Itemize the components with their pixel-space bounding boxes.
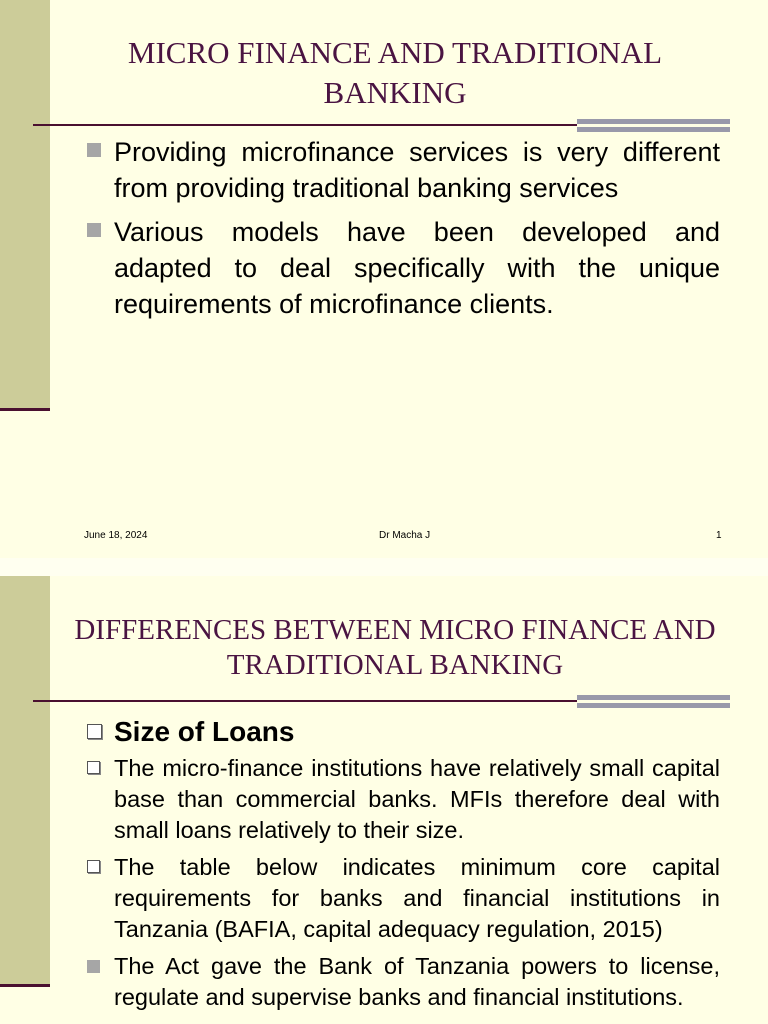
slide-2	[0, 576, 768, 1024]
bullet-list	[82, 134, 720, 330]
title-divider-accent	[577, 695, 730, 708]
footer-author: Dr Macha J	[379, 530, 431, 541]
slide-gap	[0, 558, 768, 576]
bullet-item	[82, 134, 720, 206]
hollow-square-bullet-icon	[87, 761, 100, 774]
heading-text: Size of Loans	[114, 716, 295, 747]
bullet-text: Various models have been developed and adapted to deal specifically with the unique requirements of microfinance clients.	[114, 217, 720, 319]
hollow-square-bullet-icon	[87, 724, 102, 739]
square-bullet-icon	[87, 960, 100, 973]
square-bullet-icon	[87, 223, 101, 237]
bullet-text: The Act gave the Bank of Tanzania powers to license, regulate and supervise banks and financial institutions.	[114, 953, 720, 1010]
bullet-item	[82, 852, 720, 945]
left-accent-bar	[0, 576, 50, 986]
footer-page-number: 1	[716, 530, 722, 541]
bullet-text: The table below indicates minimum core capital requirements for banks and financial institutions in Tanzania (BAFIA, capital adequacy regulation, 2015)	[114, 854, 720, 942]
slide-title: MICRO FINANCE AND TRADITIONAL BANKING	[127, 35, 663, 110]
bullet-item	[82, 214, 720, 322]
section-heading	[82, 714, 720, 750]
left-accent-underline	[0, 408, 50, 411]
bullet-list	[82, 714, 720, 1019]
square-bullet-icon	[87, 143, 101, 157]
hollow-square-bullet-icon	[87, 860, 100, 873]
bullet-text: The micro-finance institutions have relatively small capital base than commercial banks. MFIs therefore deal with small loans relatively to their size.	[114, 755, 720, 843]
title-divider	[33, 700, 578, 702]
left-accent-underline	[0, 984, 50, 987]
title-divider	[33, 124, 578, 126]
bullet-item	[82, 753, 720, 846]
left-accent-bar	[0, 0, 50, 410]
footer-date: June 18, 2024	[84, 530, 148, 541]
slide-title: DIFFERENCES BETWEEN MICRO FINANCE AND TRADITIONAL BANKING	[74, 614, 716, 681]
title-divider-accent	[577, 119, 730, 132]
bullet-text: Providing microfinance services is very different from providing traditional banking services	[114, 137, 720, 203]
bullet-item	[82, 951, 720, 1013]
